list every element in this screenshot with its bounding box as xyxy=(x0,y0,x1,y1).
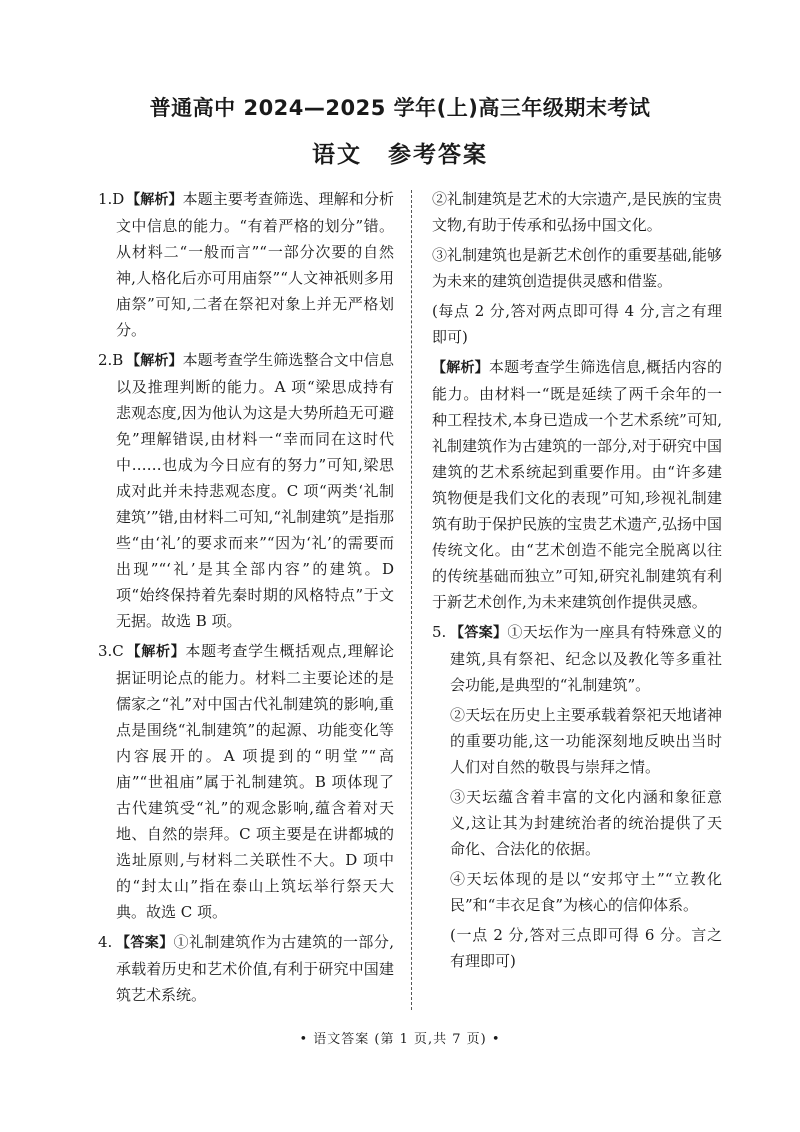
question-1 xyxy=(98,186,394,343)
question-5-points xyxy=(432,702,722,974)
question-number: 3.C xyxy=(98,642,124,660)
analysis-tag: 【解析】 xyxy=(126,192,183,208)
question-2 xyxy=(98,347,394,634)
answer-point: ③天坛蕴含着丰富的文化内涵和象征意义,这让其为封建统治者的统治提供了天命化、合法化的依据。 xyxy=(450,788,722,858)
question-4-analysis xyxy=(432,354,722,615)
subject-label: 语文 xyxy=(312,142,362,168)
analysis-text: 本题主要考查筛选、理解和分析文中信息的能力。“有着严格的划分”错。从材料二“一般而言”“一部分次要的自然神,人格化后亦可用庙祭”“人文神祇则多用庙祭”可知,二者在祭祀对象上并无严格划分。 xyxy=(116,190,394,339)
scoring-note: (每点 2 分,答对两点即可得 4 分,言之有理即可) xyxy=(432,302,722,346)
analysis-tag: 【解析】 xyxy=(432,360,489,376)
analysis-tag: 【解析】 xyxy=(126,353,183,369)
exam-title: 普通高中 2024—2025 学年(上)高三年级期末考试 xyxy=(149,96,651,120)
answer-point: ②礼制建筑是艺术的大宗遗产,是民族的宝贵文物,有助于传承和弘扬中国文化。 xyxy=(432,190,722,234)
left-column xyxy=(98,186,394,1012)
question-4 xyxy=(98,929,394,1008)
answer-text: ①礼制建筑作为古建筑的一部分,承载着历史和艺术价值,有利于研究中国建筑艺术系统。 xyxy=(116,933,394,1004)
analysis-text: 本题考查学生概括观点,理解论据证明论点的能力。材料二主要论述的是儒家之“礼”对中国古代礼制建筑的影响,重点是围绕“礼制建筑”的起源、功能变化等内容展开的。A 项提到的“明堂”“高庙”“世祖庙”属于礼制建筑。B 项体现了古代建筑受“礼”的观念影响,蕴含着对天地、自然的崇拜。C 项主要是在讲都城的选址原则,与材料二关联性不大。D 项中的“封太山”指在泰山上筑坛举行祭天大典。故选 C 项。 xyxy=(116,642,395,921)
question-number: 4. xyxy=(98,933,113,951)
question-3 xyxy=(98,638,394,925)
answer-key-label: 参考答案 xyxy=(388,142,488,168)
question-number: 2.B xyxy=(98,351,124,369)
question-number: 1.D xyxy=(98,190,125,208)
answer-point: ③礼制建筑也是新艺术创作的重要基础,能够为未来的建筑创造提供灵感和借鉴。 xyxy=(432,246,722,290)
answer-tag: 【答案】 xyxy=(450,625,508,641)
column-divider xyxy=(411,190,412,1010)
answer-point: ④天坛体现的是以“安邦守土”“立教化民”和“丰衣足食”为核心的信仰体系。 xyxy=(450,870,722,914)
question-number: 5. xyxy=(432,623,447,641)
right-column xyxy=(432,186,722,978)
question-5 xyxy=(432,619,722,698)
scoring-note: (一点 2 分,答对三点即可得 6 分。言之有理即可) xyxy=(450,926,722,970)
exam-subtitle xyxy=(0,136,800,169)
answer-text: ①天坛作为一座具有特殊意义的建筑,具有祭祀、纪念以及教化等多重社会功能,是典型的“礼制建筑”。 xyxy=(450,623,722,694)
page-footer: • 语文答案 (第 1 页,共 7 页) • xyxy=(299,1032,501,1047)
answer-point: ②天坛在历史上主要承载着祭祀天地诸神的重要功能,这一功能深刻地反映出当时人们对自然的敬畏与崇拜之情。 xyxy=(450,706,722,776)
analysis-tag: 【解析】 xyxy=(126,644,186,660)
analysis-text: 本题考查学生筛选信息,概括内容的能力。由材料一“既是延续了两千余年的一种工程技术,本身已造成一个艺术系统”可知,礼制建筑作为古建筑的一部分,对于研究中国建筑的艺术系统起到重要作用。由“许多建筑物便是我们文化的表现”可知,珍视礼制建筑有助于保护民族的宝贵艺术遗产,弘扬中国传统文化。由“艺术创造不能完全脱离以往的传统基础而独立”可知,研究礼制建筑有利于新艺术创作,为未来建筑创作提供灵感。 xyxy=(432,358,722,611)
analysis-text: 本题考查学生筛选整合文中信息以及推理判断的能力。A 项“梁思成持有悲观态度,因为他认为这是大势所趋无可避免”理解错误,由材料一“幸而同在这时代中……也成为今日应有的努力”可知,梁思成对此并未持悲观态度。C 项“两类‘礼制建筑’”错,由材料二可知,“礼制建筑”是指那些“由‘礼’的要求而来”“因为‘礼’的需要而出现”“‘礼’是其全部内容”的建筑。D 项“始终保持着先秦时期的风格特点”于文无据。故选 B 项。 xyxy=(116,351,394,630)
answer-tag: 【答案】 xyxy=(116,935,174,951)
